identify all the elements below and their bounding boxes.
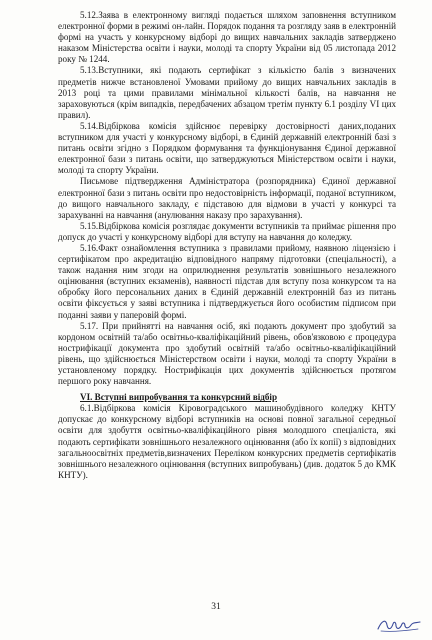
section-heading: VI. Вступні випробування та конкурсний відбір <box>80 392 278 403</box>
paragraph-5-15: 5.15.Відбіркова комісія розглядає документи вступників та приймає рішення про допуск до участі у конкурсному відборі для вступу на навчання до коледжу. <box>58 220 396 242</box>
document-body <box>58 10 396 481</box>
paragraph-5-16: 5.16.Факт ознайомлення вступника з правилами прийому, наявною ліцензією і сертифікатом про акредитацію відповідного напряму підготовки (спеціальності), а також надання ним згоди на оприлюднення результатів зовнішнього незалежного оцінювання (вступних екзаменів), наявності підстав для вступу поза конкурсом та на обробку його персональних даних в Єдиній державній електронній баз из питань освіти фіксується у заяві вступника і підтверджується його особистим підписом при поданні заяви у паперовій формі. <box>58 242 396 320</box>
paragraph-administrator-confirmation: Письмове підтвердження Адміністратора (розпорядника) Єдиної державної електронної бази з питань освіти про недостовірність інформації, поданої вступником, до вищого навчального закладу, є підставою для відмови в участі у конкурсі та зарахуванні на навчання (анулювання наказу про зарахування). <box>58 176 396 220</box>
paragraph-5-17: 5.17. При прийнятті на навчання осіб, які подають документ про здобутий за кордоном освітній та/або освітньо-кваліфікаційний рівень, обов'язковою є процедура нострифікації документа про здобутий освітній та/або освітньо-кваліфікаційний рівень, що здійснюється Міністерством освіти і науки, молоді та спорту України в установленому порядку. Нострифікація цих документів здійснюється протягом першого року навчання. <box>58 320 396 387</box>
signature-icon <box>376 616 422 634</box>
paragraph-5-14: 5.14.Відбіркова комісія здійснює перевірку достовірності даних,поданих вступником для участі у конкурсному відборі, в Єдиній державній електронній базі з питань освіти згідно з Порядком формування та функціонування Єдиної державної електронної бази з питань освіти, що затверджуються Міністерством освіти і науки, молоді та спорту України. <box>58 120 396 176</box>
paragraph-6-1: 6.1.Відбіркова комісія Кіровоградського машинобудівного коледжу КНТУ допускає до конкурсному відборі вступників на основі повної загальної середньої освіти для здобуття освітньо-кваліфікаційного рівня молодшого спеціаліста, які подають сертифікати зовнішнього незалежного оцінювання (або їх копії) з відповідних загальноосвітніх предметів,визначених Переліком конкурсних предметів сертифікатів зовнішнього незалежного оцінювання (вступних випробувань) (див. додаток 5 до КМК КНТУ). <box>58 403 396 480</box>
paragraph-5-12: 5.12.Заява в електронному вигляді подається шляхом заповнення вступником електронної форми в режимі он-лайн. Порядок подання та розгляду заяв в електронній формі на участь у конкурсному відборі до вищих навчальних закладів затверджено наказом Міністерства освіти і науки, молоді та спорту України від 05 листопада 2012 року № 1244. <box>58 10 396 65</box>
paragraph-5-13: 5.13.Вступники, які подають сертифікат з кількістю балів з визначених предметів нижче встановленої Умовами прийому до вищих навчальних закладів в 2013 році та цими правилами мінімальної кількості балів, на навчання не зараховуються (крім випадків, передбачених абзацом третім пункту 6.1 розділу VI цих правил). <box>58 65 396 120</box>
page-number: 31 <box>211 602 221 612</box>
